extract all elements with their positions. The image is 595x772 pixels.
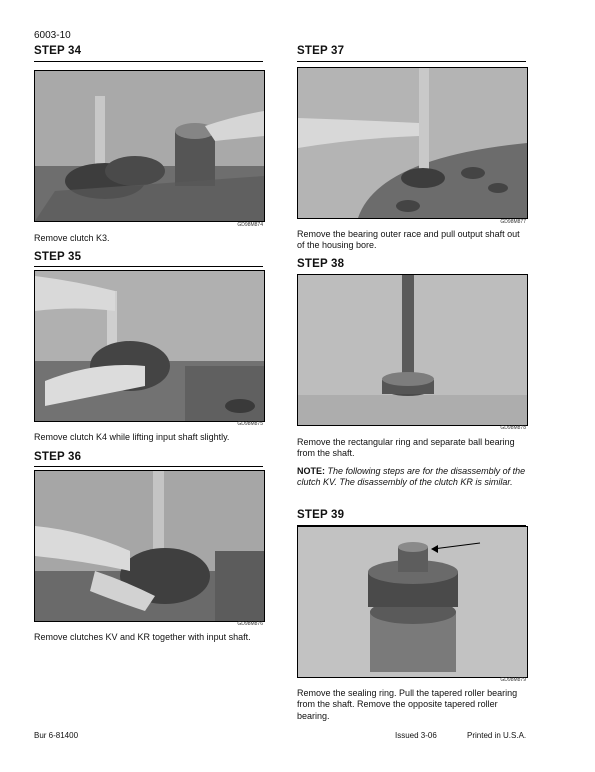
note-label: NOTE: bbox=[297, 466, 325, 476]
step-37-image-code: GD98M877 bbox=[500, 219, 526, 225]
step-34-title: STEP 34 bbox=[34, 45, 82, 57]
step-35-photo bbox=[34, 270, 265, 422]
step-38-photo bbox=[297, 274, 528, 426]
step-34-rule bbox=[34, 61, 263, 62]
step-36-image-code: GD98M876 bbox=[237, 621, 263, 627]
step-34-photo bbox=[34, 70, 265, 222]
step-37-photo bbox=[297, 67, 528, 219]
step-39-caption: Remove the sealing ring. Pull the tapered roller bearing from the shaft. Remove the opposite tapered roller bearing. bbox=[297, 688, 518, 721]
step-37-rule bbox=[297, 61, 526, 62]
step-37-caption: Remove the bearing outer race and pull output shaft out of the housing bore. bbox=[297, 229, 520, 251]
step-36-caption: Remove clutches KV and KR together with input shaft. bbox=[34, 632, 251, 642]
step-36-rule bbox=[34, 466, 263, 467]
step-35-rule bbox=[34, 266, 263, 267]
step-39-image-code: GD98M879 bbox=[500, 677, 526, 683]
footer-document-code: Bur 6-81400 bbox=[34, 731, 79, 740]
step-39-photo bbox=[297, 526, 528, 678]
step-39-title: STEP 39 bbox=[297, 509, 345, 521]
step-38-title: STEP 38 bbox=[297, 258, 345, 270]
note-text: The following steps are for the disassembly of the clutch KV. The disassembly of the clutch KR is similar. bbox=[297, 466, 526, 487]
step-36-title: STEP 36 bbox=[34, 451, 82, 463]
step-34-image-code: GD98M874 bbox=[237, 222, 263, 228]
step-38-image-code: GD98M878 bbox=[500, 425, 526, 431]
footer-printed: Printed in U.S.A. bbox=[467, 731, 527, 740]
footer-issued: Issued 3-06 bbox=[395, 731, 437, 740]
step-34-caption: Remove clutch K3. bbox=[34, 233, 110, 243]
step-38-caption: Remove the rectangular ring and separate ball bearing from the shaft. bbox=[297, 437, 515, 459]
step-37-title: STEP 37 bbox=[297, 45, 345, 57]
disassembly-note bbox=[297, 466, 526, 488]
step-35-title: STEP 35 bbox=[34, 251, 82, 263]
step-35-image-code: GD98M875 bbox=[237, 421, 263, 427]
page-number: 6003-10 bbox=[34, 30, 71, 41]
step-35-caption: Remove clutch K4 while lifting input shaft slightly. bbox=[34, 432, 230, 442]
step-36-photo bbox=[34, 470, 265, 622]
